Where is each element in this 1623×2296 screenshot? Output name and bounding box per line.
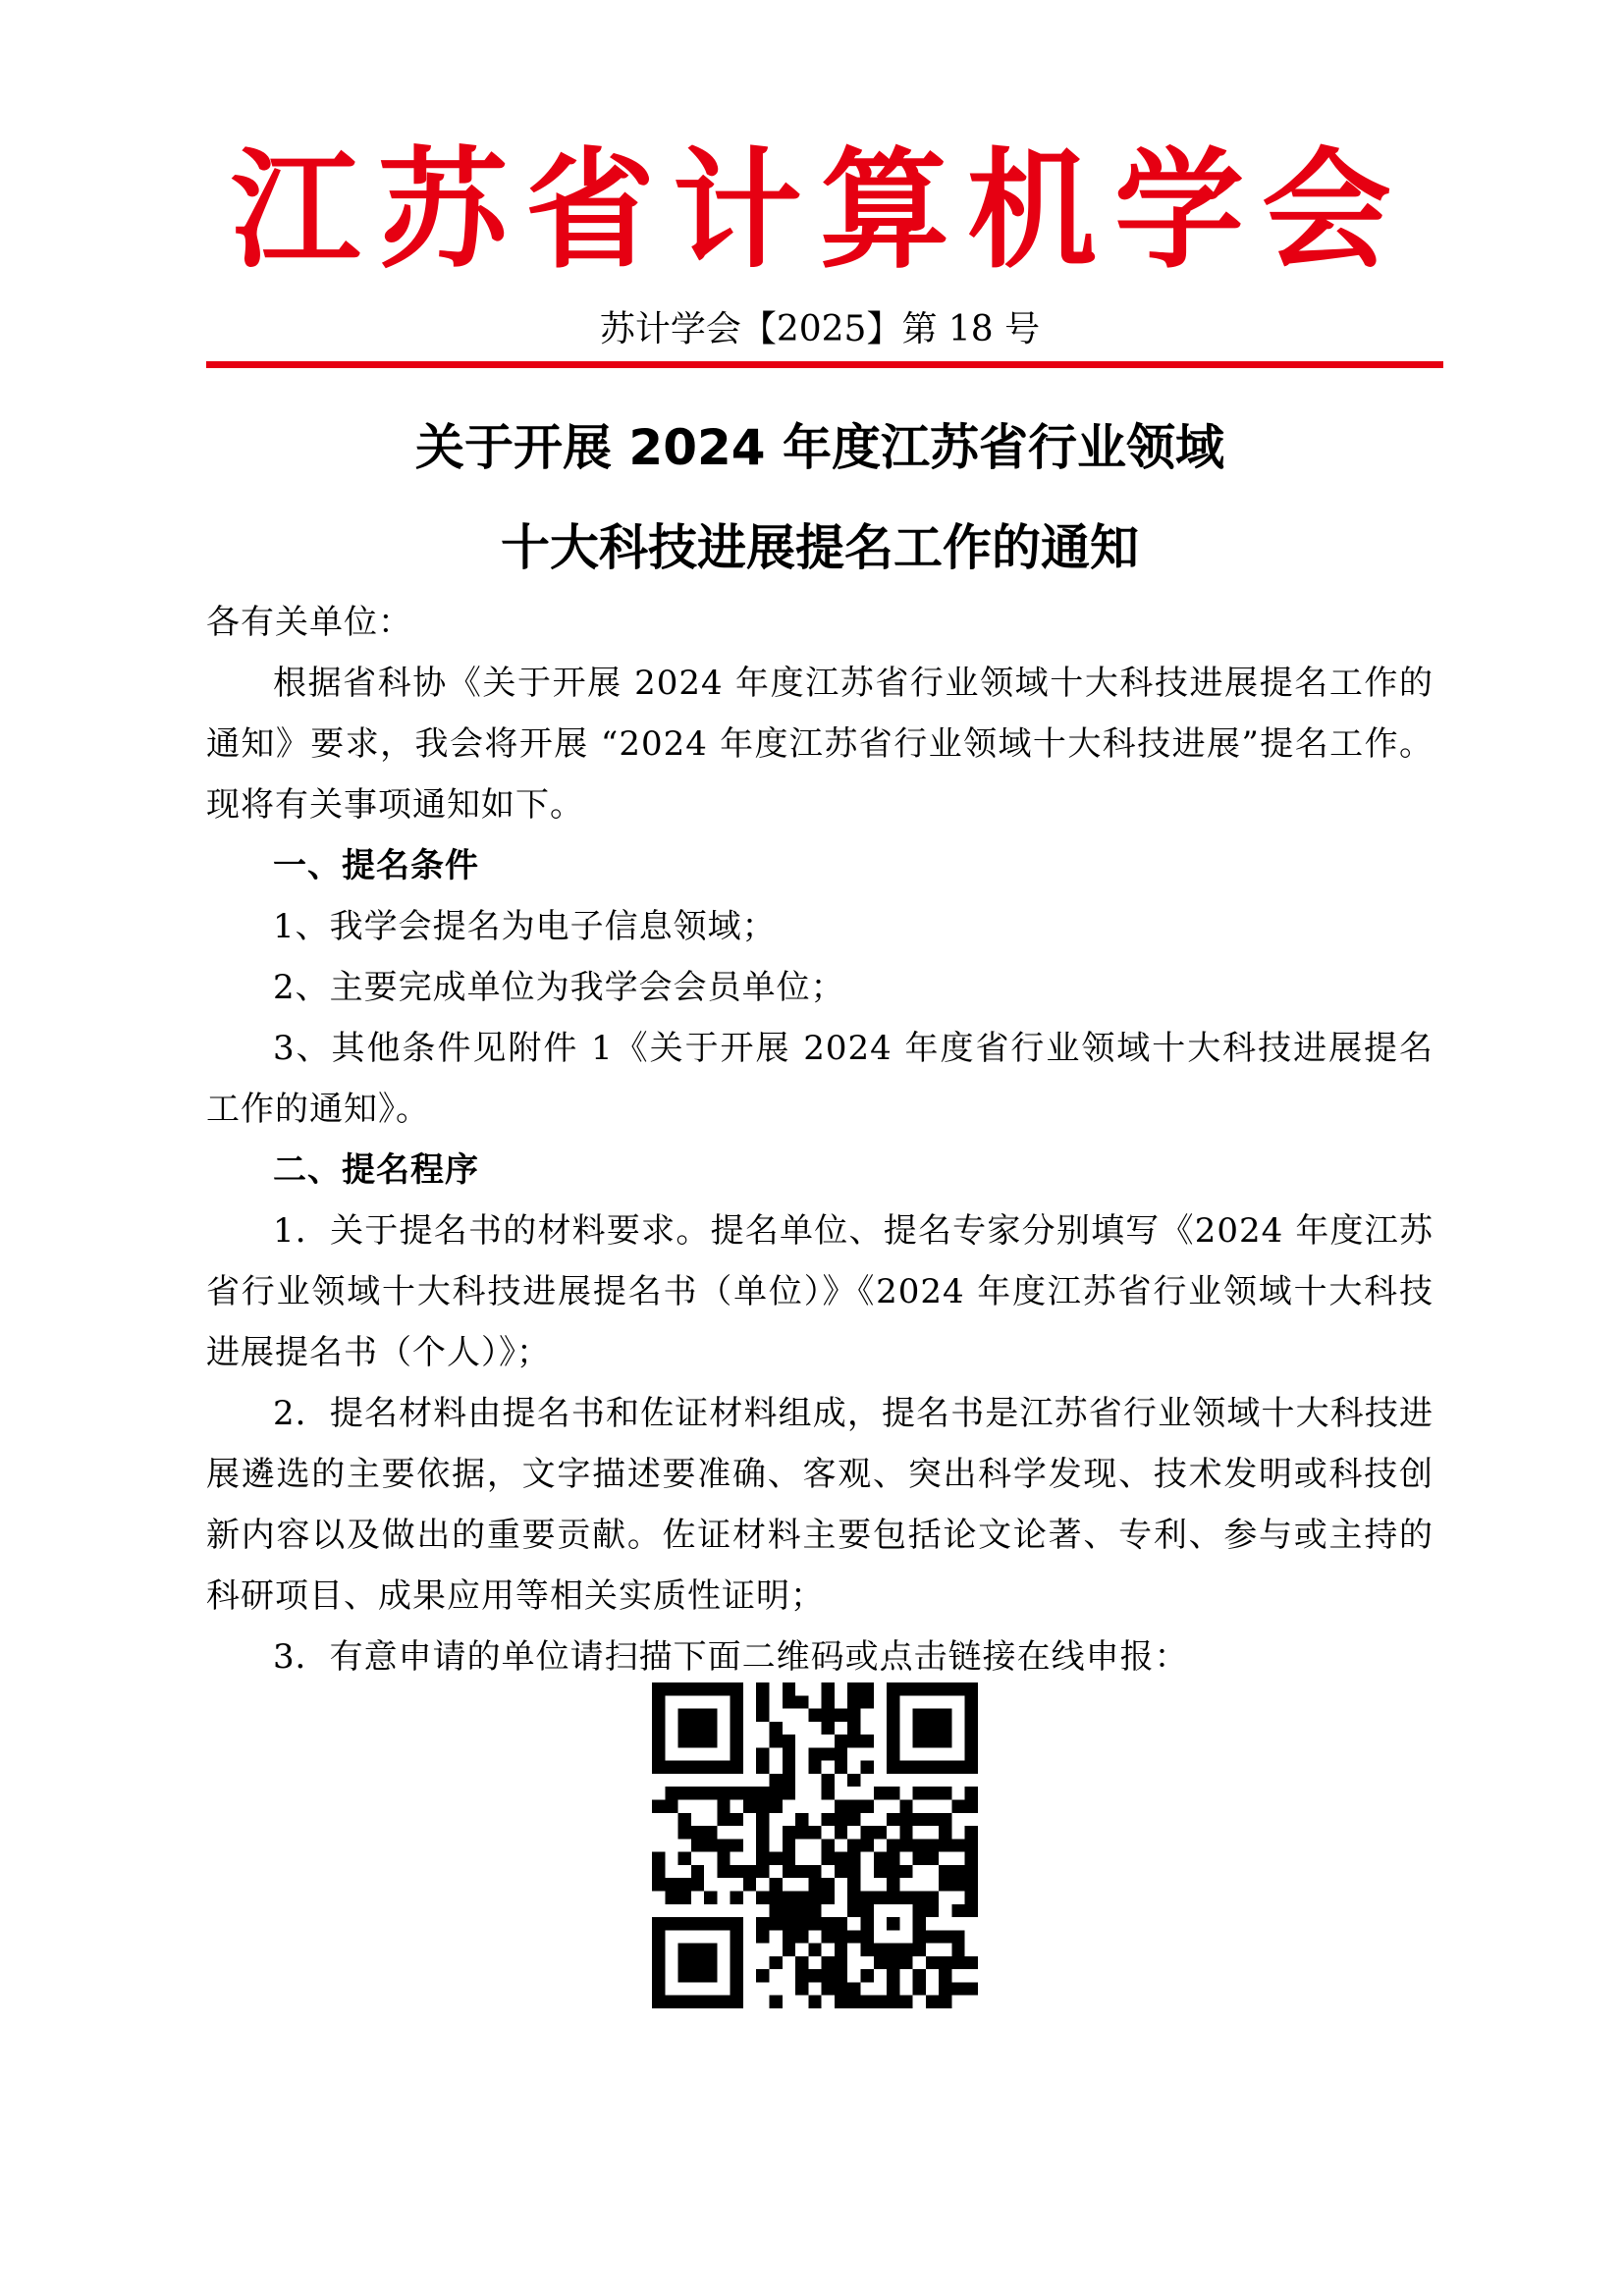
- notice-title-line-1: 关于开展 2024 年度江苏省行业领域: [415, 419, 1224, 476]
- condition-item: 2、主要完成单位为我学会会员单位；: [273, 968, 845, 1007]
- procedure-item: 1．关于提名书的材料要求。提名单位、提名专家分别填写《2024 年度江苏省行业领域十大科技进展提名书（单位）》《2024 年度江苏省行业领域十大科技进展提名书（个人）》；: [206, 1211, 1434, 1372]
- document-number: 苏计学会【2025】第 18 号: [599, 309, 1041, 349]
- qr-code-graphic[interactable]: [652, 1682, 978, 2008]
- red-divider: [206, 361, 1443, 368]
- qr-code-icon[interactable]: [652, 1682, 978, 2008]
- condition-item: 3、其他条件见附件 1《关于开展 2024 年度省行业领域十大科技进展提名工作的通知》。: [206, 1029, 1434, 1129]
- organization-title: 江苏省计算机学会: [231, 134, 1409, 287]
- intro-paragraph: 根据省科协《关于开展 2024 年度江苏省行业领域十大科技进展提名工作的通知》要求，我会将开展 “2024 年度江苏省行业领域十大科技进展”提名工作。现将有关事项通知如下。: [206, 664, 1434, 825]
- procedure-item: 2．提名材料由提名书和佐证材料组成，提名书是江苏省行业领域十大科技进展遴选的主要依据，文字描述要准确、客观、突出科学发现、技术发明或科技创新内容以及做出的重要贡献。佐证材料主要包括论文论著、专利、参与或主持的科研项目、成果应用等相关实质性证明；: [206, 1394, 1434, 1616]
- notice-body: [206, 592, 1434, 1687]
- procedure-item: 3．有意申请的单位请扫描下面二维码或点击链接在线申报：: [273, 1637, 1189, 1677]
- salutation: 各有关单位：: [206, 603, 412, 642]
- section-heading-conditions: 一、提名条件: [273, 846, 479, 885]
- section-heading-procedure: 二、提名程序: [273, 1150, 479, 1190]
- notice-title-line-2: 十大科技进展提名工作的通知: [501, 519, 1139, 576]
- condition-item: 1、我学会提名为电子信息领域；: [273, 907, 777, 946]
